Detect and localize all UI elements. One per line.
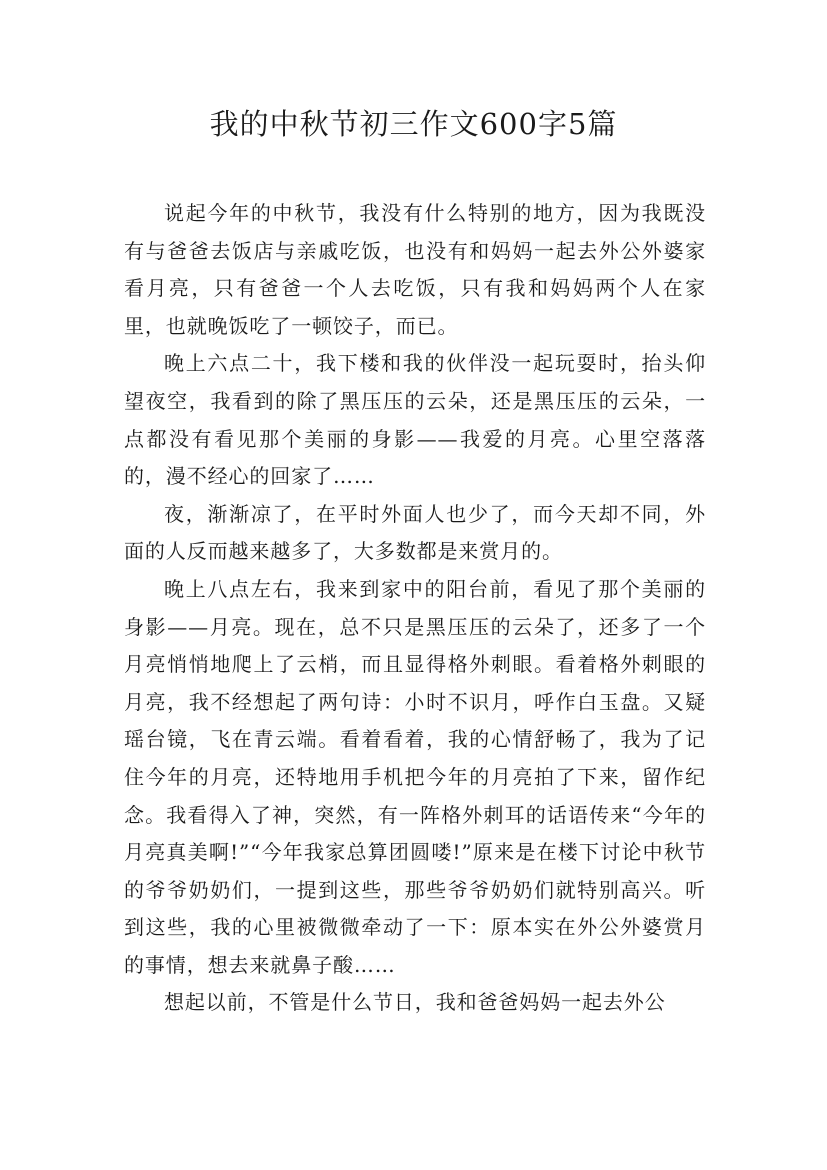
paragraph: 说起今年的中秋节，我没有什么特别的地方，因为我既没有与爸爸去饭店与亲戚吃饭，也没有和妈妈一起去外公外婆家看月亮，只有爸爸一个人去吃饭，只有我和妈妈两个人在家里，也就晚饭吃了一顿饺子，而已。 [124, 201, 706, 338]
page-title: 我的中秋节初三作文600字5篇 [209, 107, 618, 141]
article-body [124, 195, 706, 1022]
paragraph: 想起以前，不管是什么节日，我和爸爸妈妈一起去外公 [164, 990, 666, 1015]
paragraph: 晚上六点二十，我下楼和我的伙伴没一起玩耍时，抬头仰望夜空，我看到的除了黑压压的云朵，还是黑压压的云朵，一点都没有看见那个美丽的身影——我爱的月亮。心里空落落的，漫不经心的回家了…… [124, 351, 706, 489]
paragraph: 晚上八点左右，我来到家中的阳台前，看见了那个美丽的身影——月亮。现在，总不只是黑压压的云朵了，还多了一个月亮悄悄地爬上了云梢，而且显得格外刺眼。看着格外刺眼的月亮，我不经想起了两句诗：小时不识月，呼作白玉盘。又疑瑶台镜，飞在青云端。看着看着，我的心情舒畅了，我为了记住今年的月亮，还特地用手机把今年的月亮拍了下来，留作纪念。我看得入了神，突然，有一阵格外刺耳的话语传来“今年的月亮真美啊!”“今年我家总算团圆喽!”原来是在楼下讨论中秋节的爷爷奶奶们，一提到这些，那些爷爷奶奶们就特别高兴。听到这些，我的心里被微微牵动了一下：原本实在外公外婆赏月的事情，想去来就鼻子酸…… [124, 576, 706, 977]
paragraph: 夜，渐渐凉了，在平时外面人也少了，而今天却不同，外面的人反而越来越多了，大多数都是来赏月的。 [124, 501, 706, 564]
